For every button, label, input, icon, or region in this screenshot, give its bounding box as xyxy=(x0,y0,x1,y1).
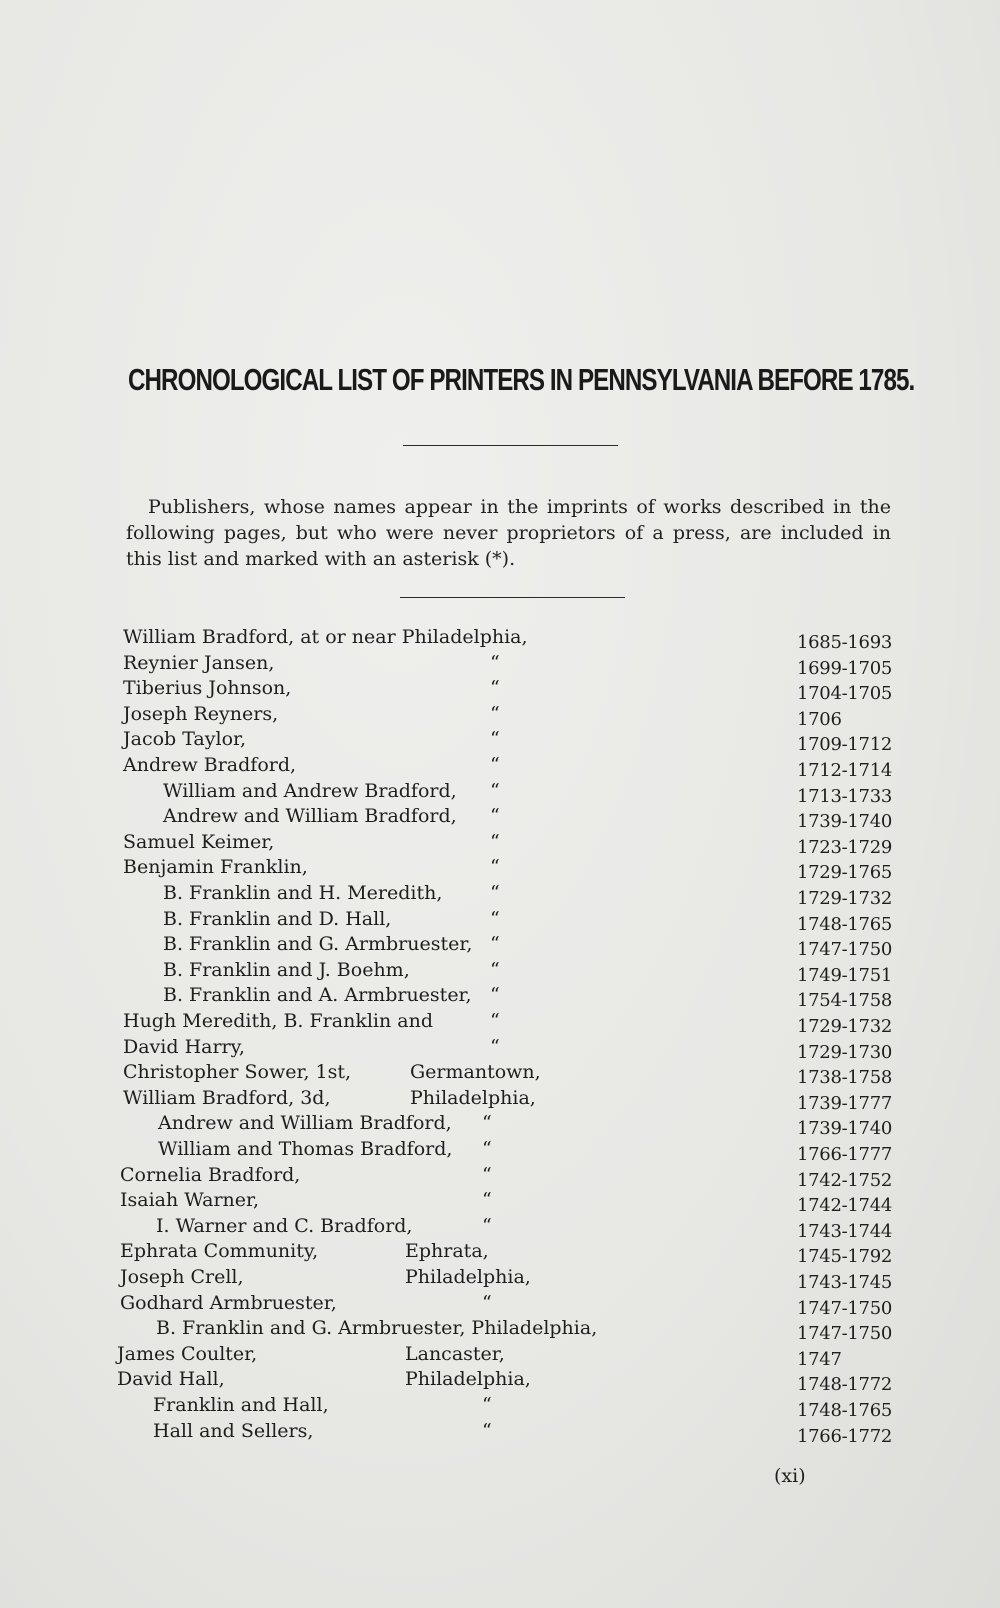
printer-entry xyxy=(0,1292,1000,1318)
printer-entry xyxy=(0,728,1000,754)
printer-name: Andrew Bradford, xyxy=(123,754,297,776)
printer-entry xyxy=(0,1394,1000,1420)
printer-years: 1713-1733 xyxy=(797,785,892,807)
printer-place: “ xyxy=(490,779,500,802)
printer-years: 1766-1777 xyxy=(797,1144,892,1165)
printer-place: “ xyxy=(490,677,500,700)
printer-years: 1748-1772 xyxy=(797,1374,892,1396)
printer-years: 1747 xyxy=(797,1348,842,1370)
printer-entry xyxy=(0,1240,1000,1266)
printer-place: “ xyxy=(490,1010,500,1032)
printer-place: Ephrata, xyxy=(405,1240,489,1263)
printer-years: 1729-1765 xyxy=(797,862,892,884)
printer-name: William and Andrew Bradford, xyxy=(163,779,457,802)
printer-name: Andrew and William Bradford, xyxy=(158,1112,452,1135)
printer-place: Philadelphia, xyxy=(410,1086,536,1109)
printer-entry xyxy=(0,908,1000,934)
printer-years: 1745-1792 xyxy=(797,1246,892,1268)
printer-entry xyxy=(0,1368,1000,1394)
printer-place: Philadelphia, xyxy=(405,1266,531,1288)
page-number: (xi) xyxy=(774,1465,806,1487)
printer-place: “ xyxy=(482,1163,492,1186)
page-title: CHRONOLOGICAL LIST OF PRINTERS IN PENNSYLVANIA BEFORE 1785. xyxy=(128,362,915,397)
printer-place: “ xyxy=(482,1112,492,1135)
printer-entry xyxy=(0,1164,1000,1190)
printer-name: Christopher Sower, 1st, xyxy=(123,1061,352,1084)
printer-years: 1754-1758 xyxy=(797,990,892,1012)
printer-name: Reynier Jansen, xyxy=(123,651,275,674)
printer-years: 1723-1729 xyxy=(797,836,892,858)
printer-entry xyxy=(0,1343,1000,1369)
printer-years: 1729-1732 xyxy=(797,1016,892,1037)
printer-name: Godhard Armbruester, xyxy=(120,1291,337,1314)
printer-name: Hugh Meredith, B. Franklin and xyxy=(123,1010,434,1032)
printer-entry xyxy=(0,1036,1000,1062)
printer-entry xyxy=(0,831,1000,857)
printer-years: 1704-1705 xyxy=(797,683,892,705)
printer-years: 1729-1732 xyxy=(797,888,892,909)
printer-name: Andrew and William Bradford, xyxy=(163,805,457,828)
printer-entry xyxy=(0,984,1000,1010)
printer-name: Cornelia Bradford, xyxy=(120,1163,301,1186)
printer-entry xyxy=(0,1420,1000,1446)
printer-entry xyxy=(0,1317,1000,1343)
printer-entry xyxy=(0,677,1000,703)
printer-years: 1739-1777 xyxy=(797,1092,892,1114)
printer-name: Isaiah Warner, xyxy=(120,1189,260,1212)
printer-name: Samuel Keimer, xyxy=(123,830,275,853)
printer-years: 1747-1750 xyxy=(797,1297,892,1319)
printer-place: “ xyxy=(482,1291,492,1314)
printer-years: 1748-1765 xyxy=(797,1400,892,1421)
printer-name: B. Franklin and H. Meredith, xyxy=(163,882,443,904)
printer-name: B. Franklin and G. Armbruester, xyxy=(163,933,473,956)
printer-years: 1742-1744 xyxy=(797,1195,892,1217)
printer-name: William and Thomas Bradford, xyxy=(158,1138,453,1160)
printer-place: Lancaster, xyxy=(405,1342,505,1365)
printer-name: Franklin and Hall, xyxy=(153,1394,329,1416)
printer-name: Jacob Taylor, xyxy=(123,728,247,751)
printer-entry xyxy=(0,805,1000,831)
printer-name: William Bradford, 3d, xyxy=(123,1086,331,1109)
printer-years: 1766-1772 xyxy=(797,1425,892,1447)
printer-place: “ xyxy=(490,651,500,674)
printer-entry xyxy=(0,754,1000,780)
printer-entry xyxy=(0,1112,1000,1138)
title-divider xyxy=(403,445,618,446)
printer-years: 1739-1740 xyxy=(797,811,892,833)
printer-place: “ xyxy=(482,1214,492,1237)
printer-name: B. Franklin and A. Armbruester, xyxy=(163,984,472,1007)
printer-place: “ xyxy=(490,728,500,751)
printer-years: 1699-1705 xyxy=(797,657,892,679)
printer-years: 1743-1745 xyxy=(797,1272,892,1293)
printer-entry xyxy=(0,882,1000,908)
printer-name: Ephrata Community, xyxy=(120,1240,319,1263)
printer-place: “ xyxy=(490,907,500,930)
printer-entry xyxy=(0,652,1000,678)
printer-entry xyxy=(0,1010,1000,1036)
printer-name: B. Franklin and D. Hall, xyxy=(163,907,392,930)
printer-years: 1747-1750 xyxy=(797,939,892,961)
printer-place: “ xyxy=(482,1189,492,1212)
printer-name: Joseph Crell, xyxy=(120,1266,244,1288)
printer-years: 1742-1752 xyxy=(797,1169,892,1191)
printer-entry xyxy=(0,933,1000,959)
printer-name: James Coulter, xyxy=(117,1342,258,1365)
printer-years: 1739-1740 xyxy=(797,1118,892,1140)
printer-place: “ xyxy=(490,856,500,879)
printer-entry xyxy=(0,1215,1000,1241)
printer-years: 1712-1714 xyxy=(797,760,892,781)
printer-years: 1743-1744 xyxy=(797,1220,892,1242)
intro-divider xyxy=(400,597,625,598)
printer-name: Joseph Reyners, xyxy=(123,702,279,725)
printer-place: “ xyxy=(482,1419,492,1442)
printer-years: 1738-1758 xyxy=(797,1067,892,1089)
printer-place: “ xyxy=(490,805,500,828)
printer-place: “ xyxy=(490,933,500,956)
printer-years: 1706 xyxy=(797,708,842,730)
printer-years: 1709-1712 xyxy=(797,734,892,756)
printer-place: “ xyxy=(482,1138,492,1160)
printer-entry xyxy=(0,780,1000,806)
printer-entry xyxy=(0,1266,1000,1292)
printer-years: 1749-1751 xyxy=(797,964,892,986)
printer-name: B. Franklin and G. Armbruester, Philadelphia, xyxy=(156,1317,598,1340)
printer-years: 1729-1730 xyxy=(797,1041,892,1063)
printer-years: 1685-1693 xyxy=(797,632,892,653)
printer-place: “ xyxy=(490,754,500,776)
printer-place: “ xyxy=(490,702,500,725)
printer-place: “ xyxy=(490,1035,500,1058)
printer-place: “ xyxy=(490,882,500,904)
printer-place: Germantown, xyxy=(410,1061,541,1084)
printer-place: “ xyxy=(490,958,500,981)
printer-place: “ xyxy=(482,1394,492,1416)
printer-entry xyxy=(0,1087,1000,1113)
printer-name: B. Franklin and J. Boehm, xyxy=(163,958,410,981)
printer-name: Hall and Sellers, xyxy=(153,1419,314,1442)
printer-years: 1748-1765 xyxy=(797,913,892,935)
printer-name: William Bradford, at or near Philadelphia, xyxy=(123,626,528,648)
printer-place: Philadelphia, xyxy=(405,1368,531,1391)
printer-entry xyxy=(0,856,1000,882)
printer-name: I. Warner and C. Bradford, xyxy=(156,1214,413,1237)
printer-name: David Harry, xyxy=(123,1035,245,1058)
printer-place: “ xyxy=(490,984,500,1007)
printer-entry xyxy=(0,1189,1000,1215)
printer-name: Benjamin Franklin, xyxy=(123,856,308,879)
printer-entry xyxy=(0,1138,1000,1164)
printer-years: 1747-1750 xyxy=(797,1323,892,1345)
intro-paragraph: Publishers, whose names appear in the imprints of works described in the following pages, but who were never proprietors of a press, are included in this list and marked with an asterisk (*). xyxy=(126,496,891,570)
printer-name: David Hall, xyxy=(117,1368,225,1391)
printer-entry xyxy=(0,626,1000,652)
printer-entry xyxy=(0,1061,1000,1087)
printer-entry xyxy=(0,959,1000,985)
printer-place: “ xyxy=(490,830,500,853)
printer-name: Tiberius Johnson, xyxy=(123,677,292,700)
printer-entry xyxy=(0,703,1000,729)
